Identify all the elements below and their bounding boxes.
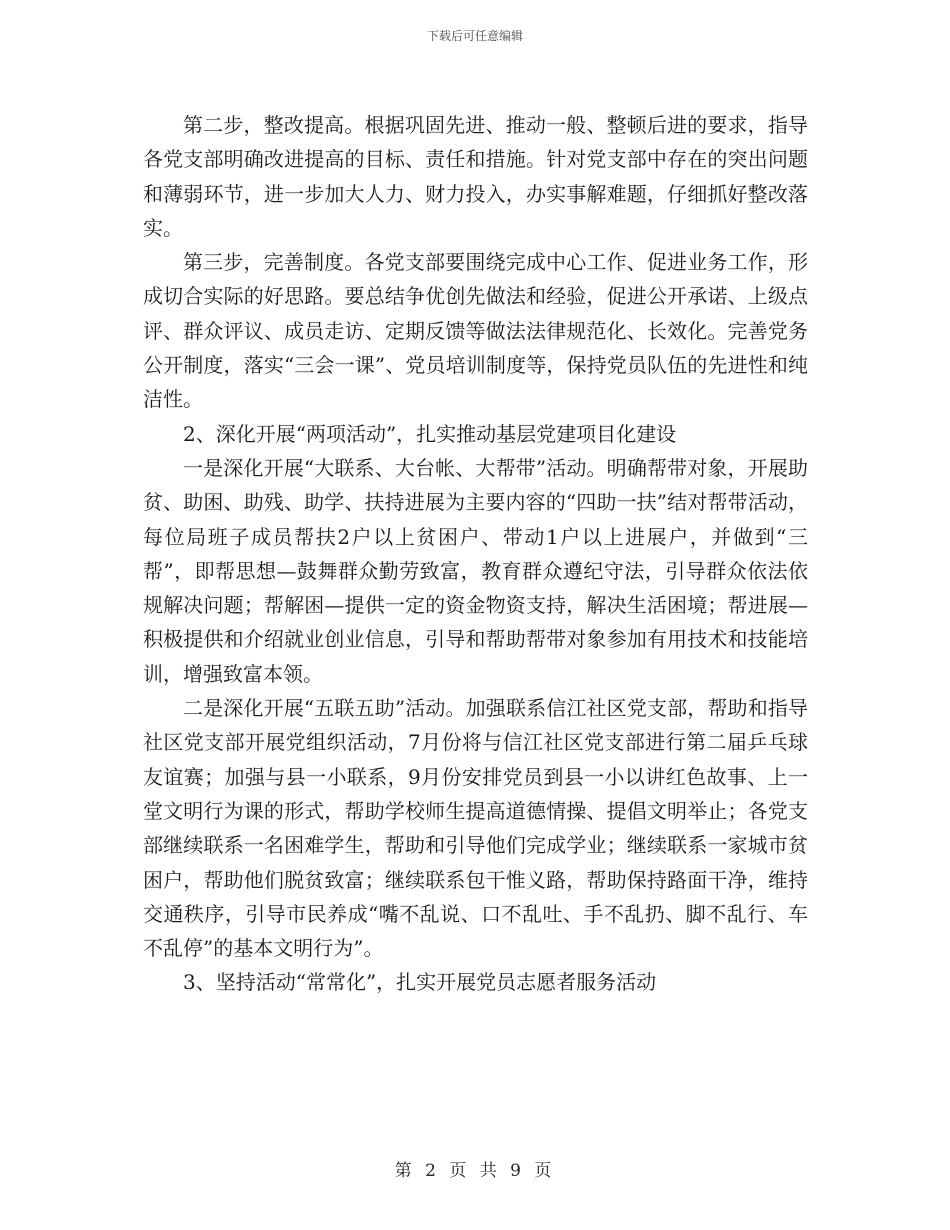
paragraph-step-two: 第二步，整改提高。根据巩固先进、推动一般、整顿后进的要求，指导各党支部明确改进提高的目标、责任和措施。针对党支部中存在的突出问题和薄弱环节，进一步加大人力、财力投入，办实事解难题，仔细抓好整改落实。: [143, 113, 808, 240]
paragraph-first-activity: 一是深化开展“大联系、大台帐、大帮带”活动。明确帮带对象，开展助贫、助困、助残、助学、扶持进展为主要内容的“四助一扶”结对帮带活动，每位局班子成员帮扶2户以上贫困户、带动1户以上进展户，并做到“三帮”，即帮思想—鼓舞群众勤劳致富，教育群众遵纪守法，引导群众依法依规解决问题；帮解困—提供一定的资金物资支持，解决生活困境；帮进展—积极提供和介绍就业创业信息，引导和帮助帮带对象参加有用技术和技能培训，增强致富本领。: [143, 455, 808, 686]
document-body: [143, 108, 808, 1000]
paragraph-step-three: 第三步，完善制度。各党支部要围绕完成中心工作、促进业务工作，形成切合实际的好思路。要总结争优创先做法和经验，促进公开承诺、上级点评、群众评议、成员走访、定期反馈等做法法律规范化、长效化。完善党务公开制度，落实“三会一课”、党员培训制度等，保持党员队伍的先进性和纯洁性。: [143, 250, 808, 412]
page-number-footer: 第 2 页 共 9 页: [394, 1161, 556, 1181]
header-note: 下载后可任意编辑: [426, 29, 523, 43]
section-heading-volunteer-service: 3、坚持活动“常常化”，扎实开展党员志愿者服务活动: [183, 970, 657, 995]
paragraph-second-activity: 二是深化开展“五联五助”活动。加强联系信江社区党支部，帮助和指导社区党支部开展党组织活动，7月份将与信江社区党支部进行第二届乒乓球友谊赛；加强与县一小联系，9月份安排党员到县一小以讲红色故事、上一堂文明行为课的形式，帮助学校师生提高道德情操、提倡文明举止；各党支部继续联系一名困难学生，帮助和引导他们完成学业；继续联系一家城市贫困户，帮助他们脱贫致富；继续联系包干惟义路，帮助保持路面干净，维持交通秩序，引导市民养成“嘴不乱说、口不乱吐、手不乱扔、脚不乱行、车不乱停”的基本文明行为”。: [143, 696, 808, 961]
section-heading-two-activities: 2、深化开展“两项活动”，扎实推动基层党建项目化建设: [183, 421, 677, 446]
